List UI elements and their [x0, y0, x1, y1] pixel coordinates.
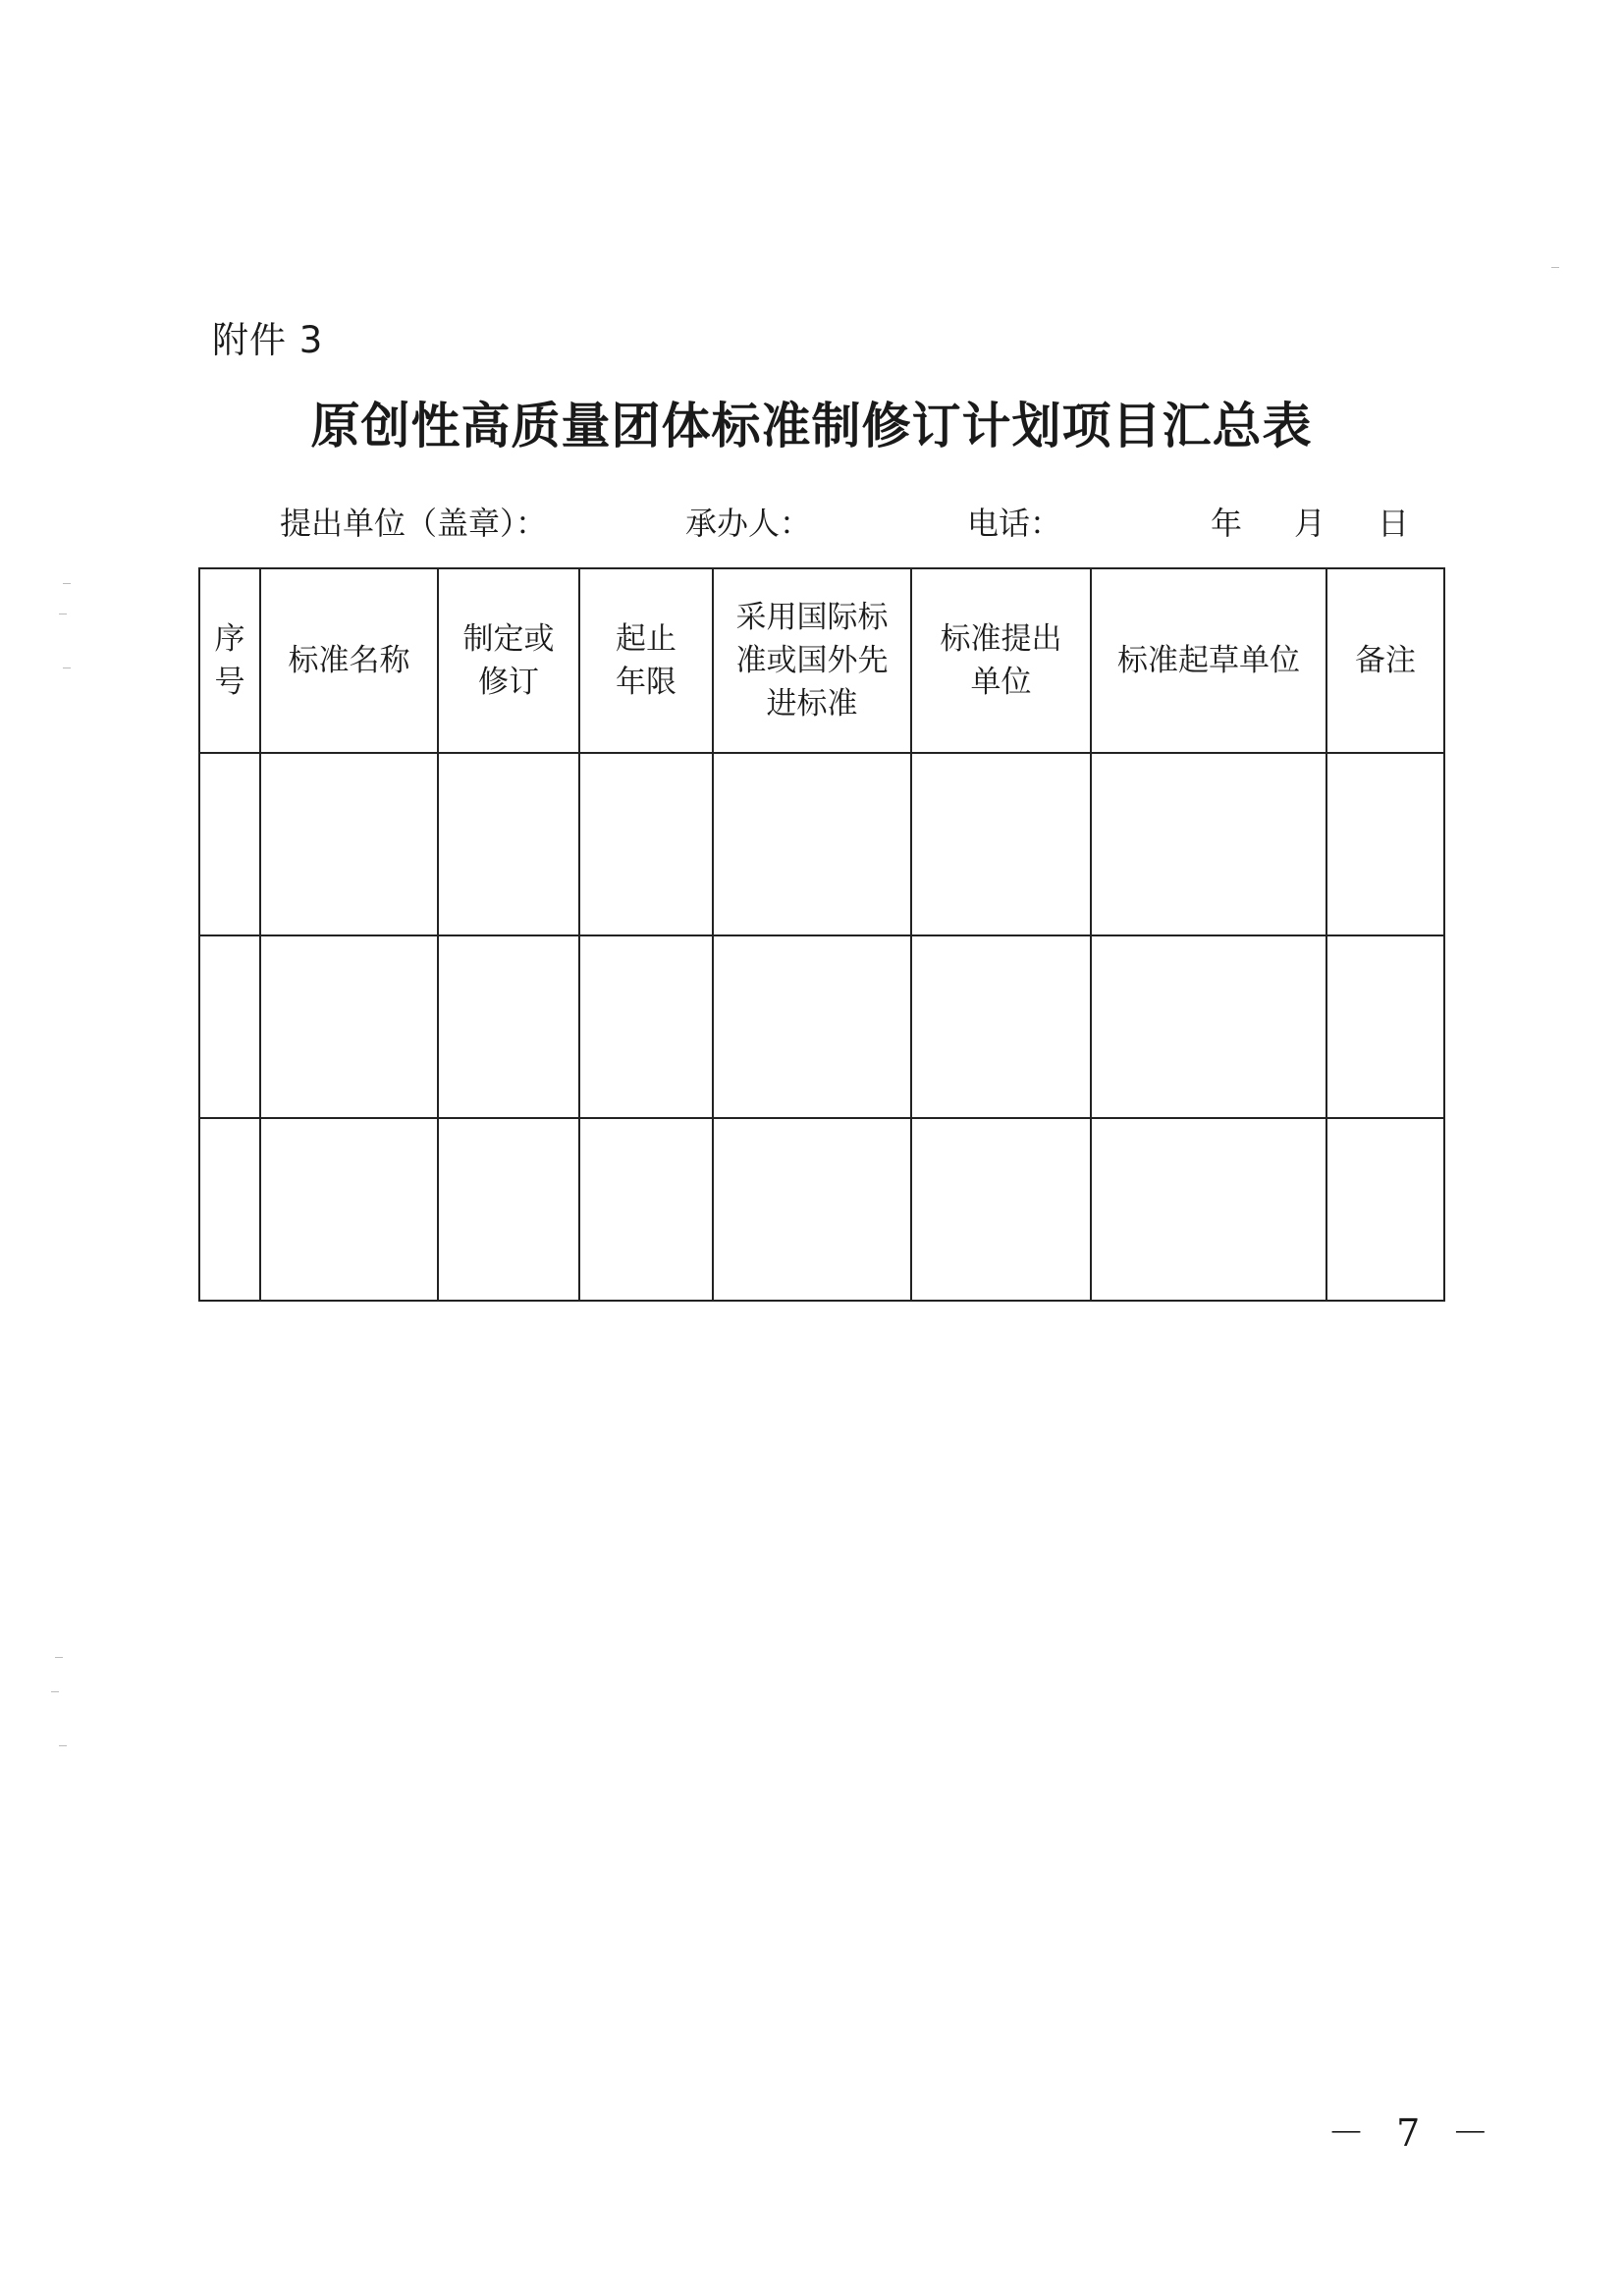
table-cell: [438, 753, 579, 935]
table-cell: [199, 1118, 260, 1301]
header-text: 标准提出 单位: [940, 621, 1062, 700]
submitting-unit-label: 提出单位（盖章）：: [280, 505, 548, 542]
scan-speck: [59, 1745, 67, 1746]
header-text: 制定或 修订: [462, 621, 555, 700]
table-cell: [911, 935, 1091, 1118]
header-text: 标准起草单位: [1117, 643, 1300, 678]
header-cell-remarks: [1326, 568, 1444, 753]
header-cell-formulate-or-revise: [438, 568, 579, 753]
handler-label: 承办人：: [685, 505, 812, 542]
table-cell: [1326, 753, 1444, 935]
table-cell: [713, 753, 911, 935]
table-cell: [260, 1118, 438, 1301]
header-text: 采用国际标 准或国外先 进标准: [735, 600, 889, 721]
attachment-label: 附件 3: [212, 319, 324, 361]
scan-speck: [55, 1657, 63, 1658]
header-text: 备注: [1355, 643, 1416, 678]
project-summary-table: [198, 567, 1445, 1302]
table-cell: [1326, 935, 1444, 1118]
header-cell-adopted-standard: [713, 568, 911, 753]
table-cell: [911, 1118, 1091, 1301]
table-cell: [579, 1118, 713, 1301]
table-cell: [1326, 1118, 1444, 1301]
table-cell: [713, 935, 911, 1118]
scan-speck: [63, 583, 71, 584]
phone-label: 电话：: [967, 505, 1062, 542]
header-cell-drafting-unit: [1091, 568, 1326, 753]
table-cell: [579, 935, 713, 1118]
table-cell: [260, 753, 438, 935]
document-title: 原创性高质量团体标准制修订计划项目汇总表: [310, 397, 1313, 454]
header-cell-standard-name: [260, 568, 438, 753]
table-row: [199, 935, 1444, 1118]
table-row: [199, 753, 1444, 935]
table-cell: [1091, 1118, 1326, 1301]
table-cell: [1091, 753, 1326, 935]
table-cell: [199, 753, 260, 935]
day-label: 日: [1378, 505, 1410, 542]
year-label: 年: [1211, 505, 1243, 542]
scan-speck: [1551, 267, 1559, 268]
table-cell: [199, 935, 260, 1118]
scan-speck: [51, 1691, 59, 1692]
month-label: 月: [1294, 505, 1326, 542]
scan-speck: [63, 667, 71, 668]
table-cell: [1091, 935, 1326, 1118]
header-text: 起止 年限: [616, 621, 676, 700]
header-cell-serial: [199, 568, 260, 753]
table-row: [199, 1118, 1444, 1301]
header-cell-proposing-unit: [911, 568, 1091, 753]
page-number: － 7 －: [1327, 2111, 1499, 2155]
table-cell: [911, 753, 1091, 935]
header-text: 序 号: [214, 621, 245, 700]
table-cell: [438, 1118, 579, 1301]
header-cell-period: [579, 568, 713, 753]
table-cell: [579, 753, 713, 935]
table-cell: [713, 1118, 911, 1301]
header-text: 标准名称: [288, 643, 410, 678]
table-header-row: [199, 568, 1444, 753]
table-cell: [438, 935, 579, 1118]
table-cell: [260, 935, 438, 1118]
